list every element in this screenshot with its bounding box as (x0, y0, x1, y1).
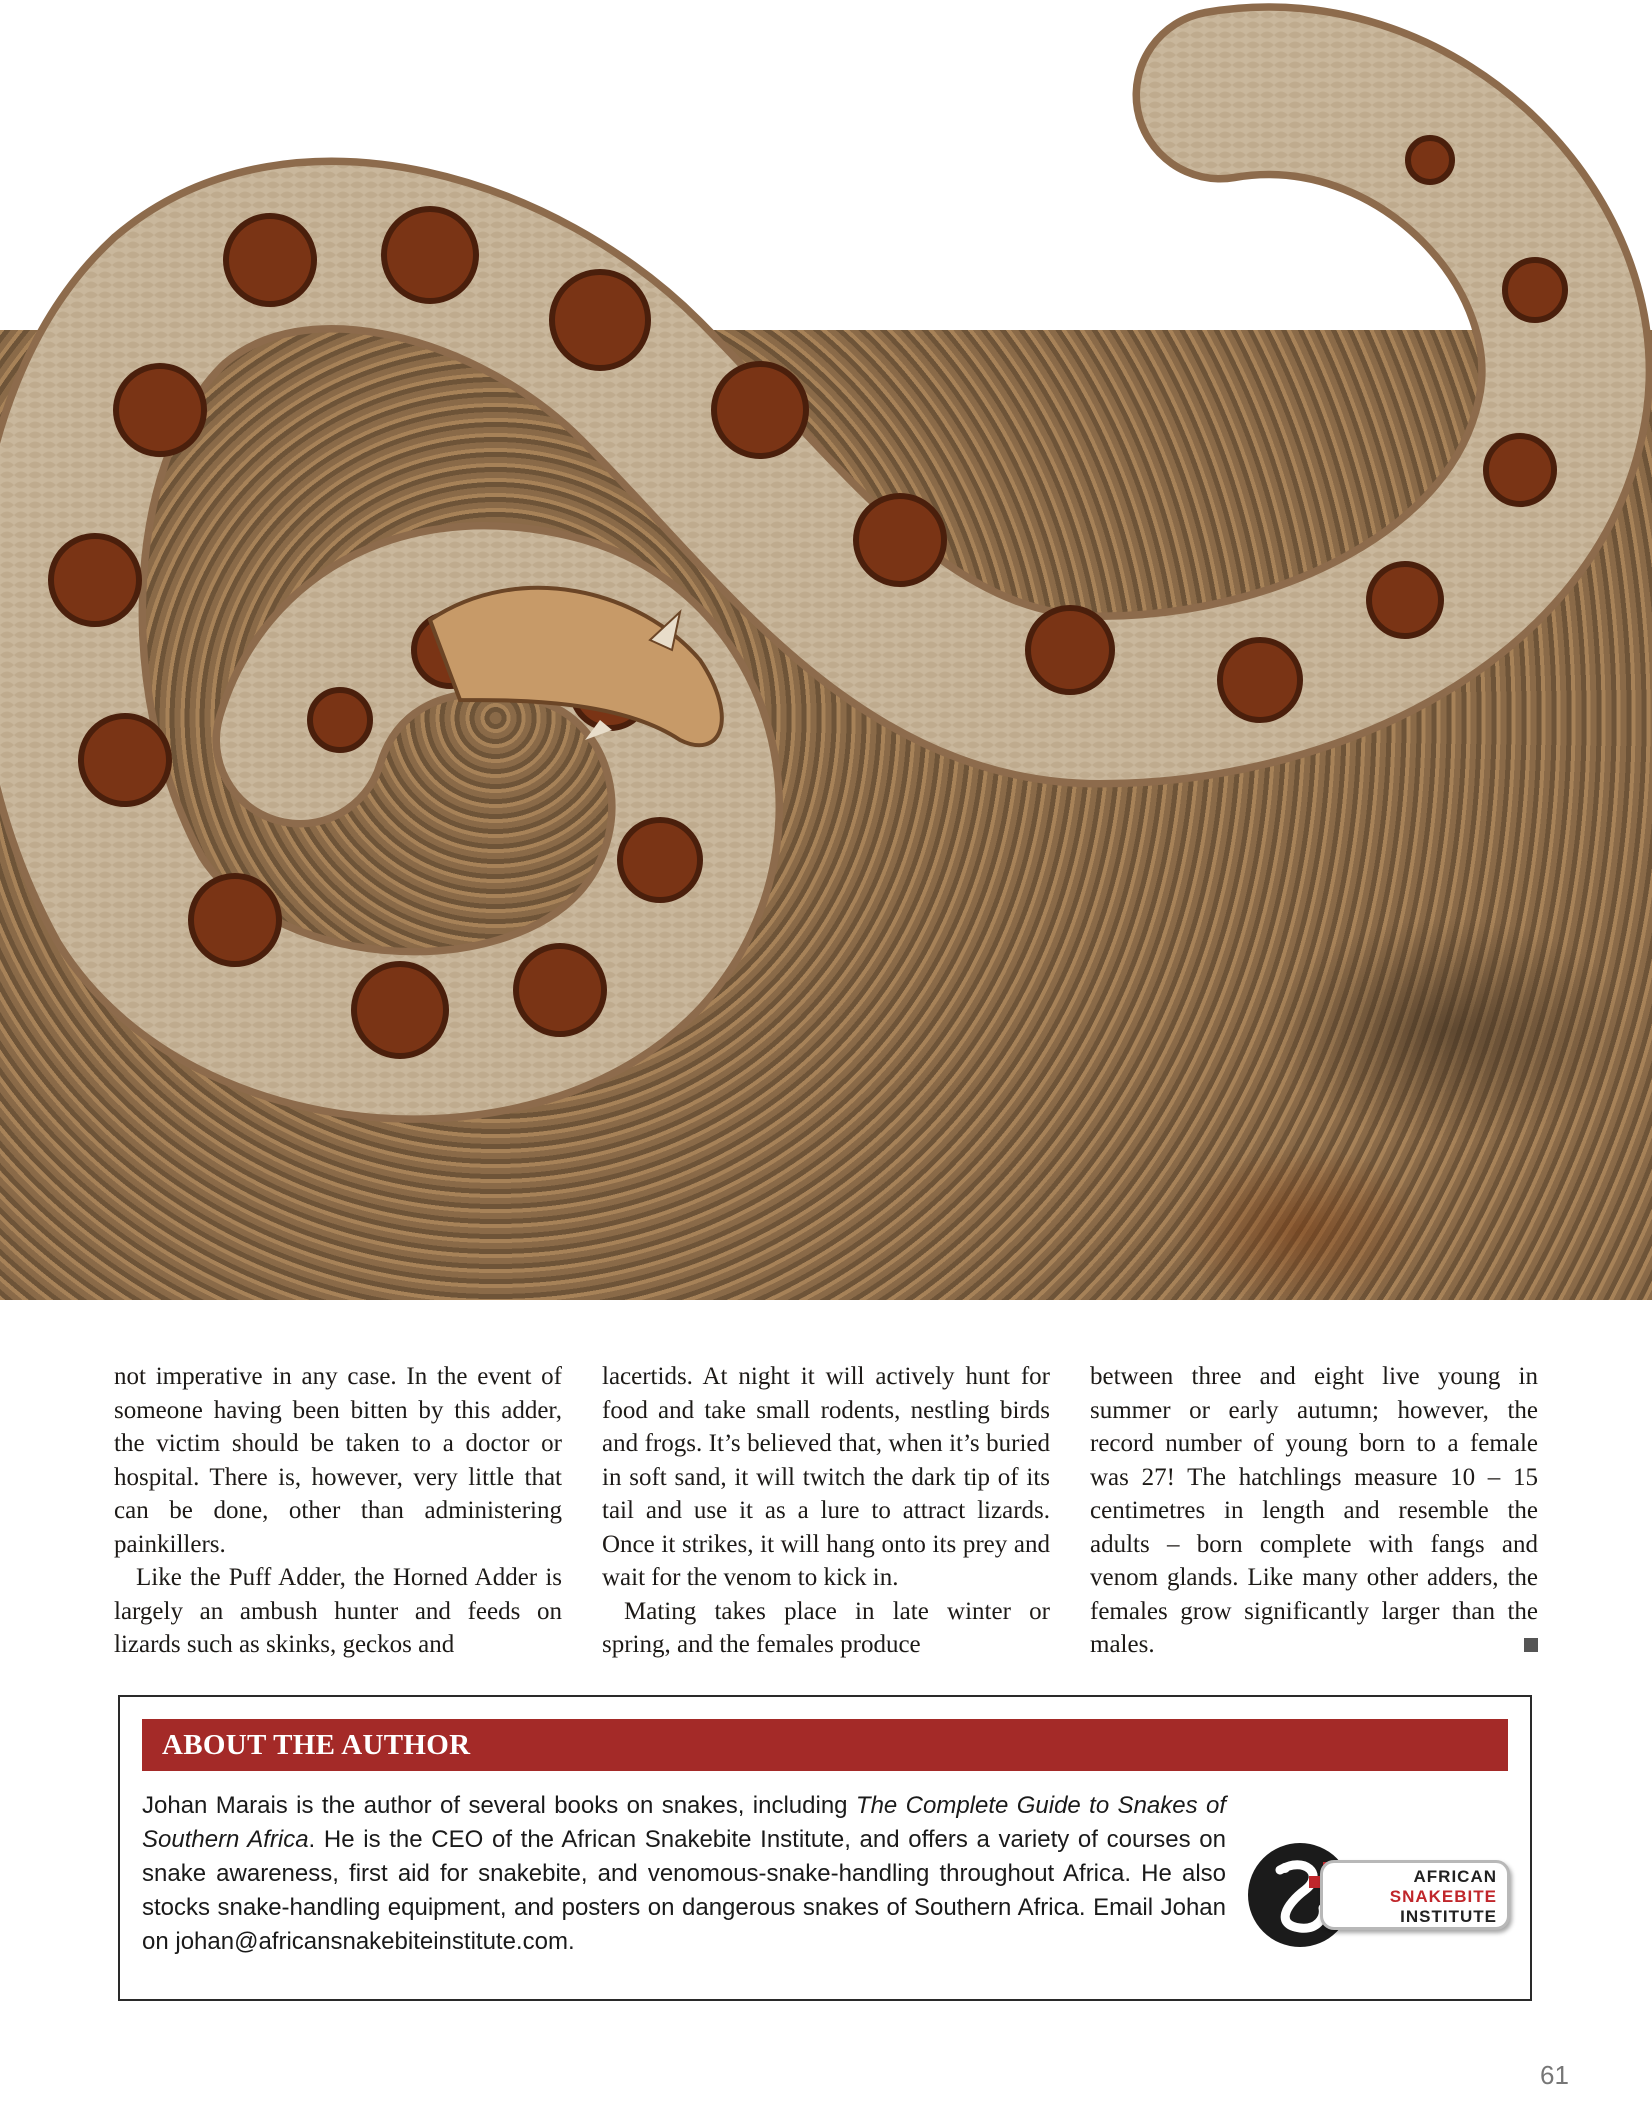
paragraph-text: between three and eight live young in summer or early autumn; however, the record number of young born to a female was 27! The hatchlings measure 10 – 15 centimetres in length and resemble the adults – born complete with fangs and venom glands. Like many other adders, the females grow significantly larger than the males. (1090, 1363, 1538, 1658)
logo-line-1: AFRICAN (1413, 1867, 1497, 1886)
logo-line-2: SNAKEBITE (1389, 1887, 1497, 1906)
paragraph: not imperative in any case. In the event of someone having been bitten by this adder, the victim should be taken to a doctor or hospital. There is, however, very little that can be done, other than administering painkillers. (114, 1363, 562, 1558)
about-the-author-box (118, 1695, 1532, 2001)
article-column-1 (114, 1360, 562, 1662)
article-column-3 (1090, 1360, 1538, 1662)
article-body (114, 1360, 1539, 1670)
paragraph (1090, 1360, 1538, 1662)
author-bio (142, 1789, 1226, 1959)
african-snakebite-institute-logo (1245, 1832, 1515, 1952)
author-bio-text: . He is the CEO of the African Snakebite Institute, and offers a variety of courses on snake awareness, first aid for snakebite, and venomous-snake-handling throughout Africa. He also stocks snake-handling equipment, and posters on dangerous snakes of Southern Africa. Email Johan on johan@africansnakebiteinstitute.com. (142, 1826, 1226, 1955)
about-the-author-heading: ABOUT THE AUTHOR (142, 1719, 1508, 1771)
end-of-article-icon (1524, 1638, 1538, 1652)
logo-wordmark (1320, 1860, 1510, 1930)
paragraph: Like the Puff Adder, the Horned Adder is largely an ambush hunter and feeds on lizards such as skinks, geckos and (114, 1564, 562, 1658)
article-column-2 (602, 1360, 1050, 1662)
paragraph: Mating takes place in late winter or spring, and the females produce (602, 1597, 1050, 1658)
logo-line-3: INSTITUTE (1400, 1907, 1497, 1926)
book-title: The Complete Guide to Snakes of Southern Africa (142, 1792, 1227, 1853)
page-number: 61 (1540, 2060, 1569, 2090)
paragraph: lacertids. At night it will actively hunt for food and take small rodents, nestling birds and frogs. It’s believed that, when it’s buried in soft sand, it will twitch the dark tip of its tail and use it as a lure to attract lizards. Once it strikes, it will hang onto its prey and wait for the venom to kick in. (602, 1363, 1050, 1591)
author-bio-text: Johan Marais is the author of several books on snakes, including (142, 1792, 856, 1819)
